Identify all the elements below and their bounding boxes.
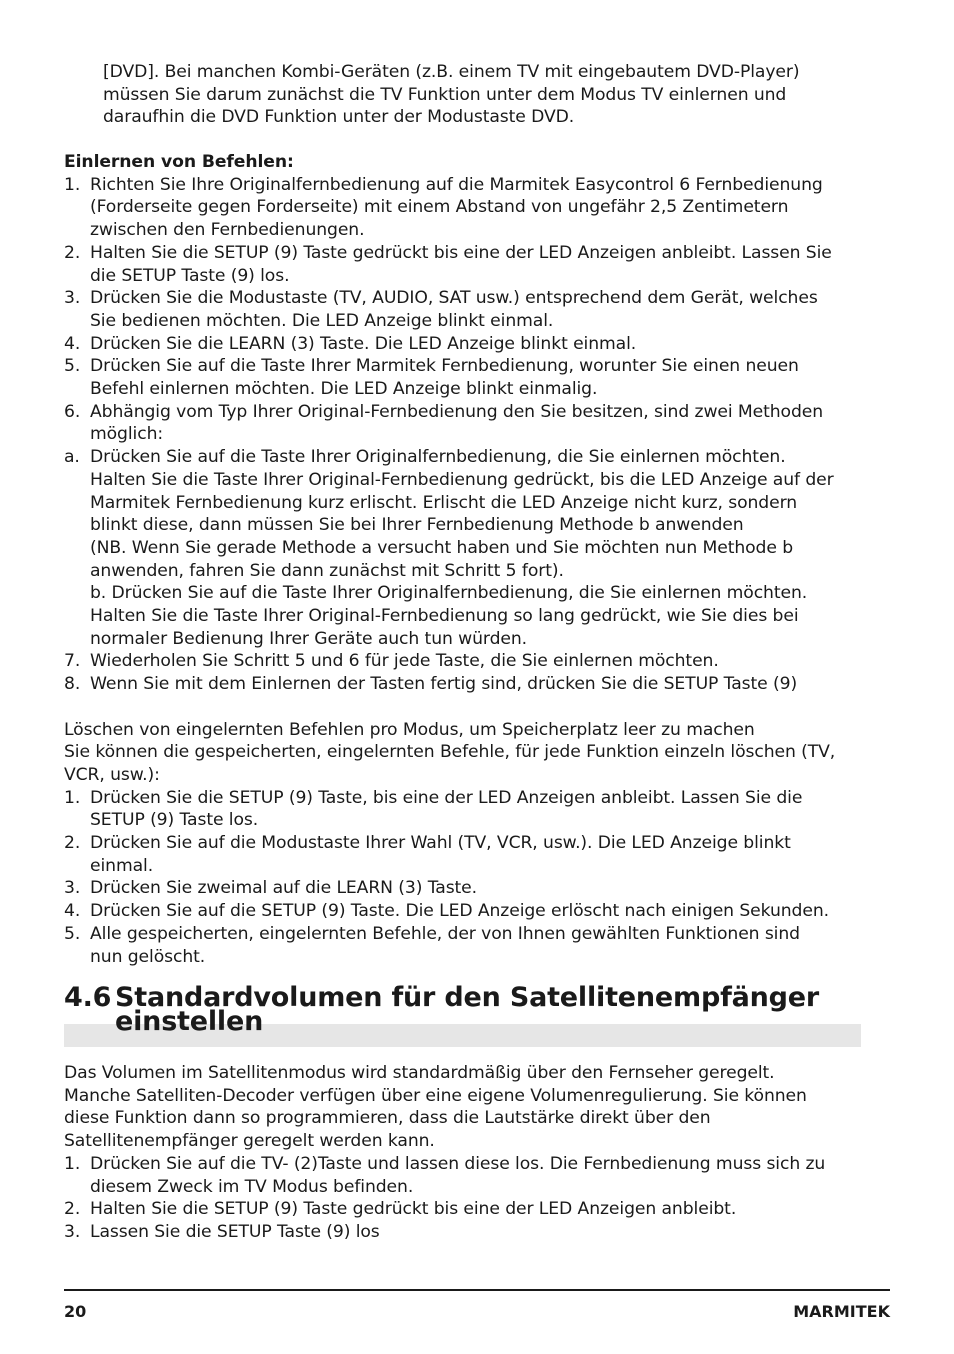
intro-line: müssen Sie darum zunächst die TV Funktion unter dem Modus TV einlernen und	[103, 84, 787, 105]
list-item-number: 1.	[64, 1153, 81, 1174]
section-title-line: Standardvolumen für den Satellitenempfänger	[115, 982, 820, 1013]
list-item-line: blinkt diese, dann müssen Sie bei Ihrer Fernbedienung Methode b anwenden	[90, 515, 744, 536]
list-item	[64, 787, 864, 832]
list-item-line: möglich:	[90, 424, 164, 445]
list-item-line: Halten Sie die Taste Ihrer Original-Fernbedienung gedrückt, bis die LED Anzeige auf der	[90, 469, 834, 490]
list-item-number: 2.	[64, 833, 81, 854]
list-item-line: SETUP (9) Taste los.	[90, 810, 259, 831]
volume-intro	[64, 1062, 864, 1153]
learn-section	[64, 151, 864, 968]
list-item	[64, 174, 864, 242]
list-item-number: 3.	[64, 288, 81, 309]
list-item-line: Drücken Sie die Modustaste (TV, AUDIO, SAT usw.) entsprechend dem Gerät, welches	[90, 288, 818, 309]
list-item	[64, 1153, 864, 1198]
list-item-line: b. Drücken Sie auf die Taste Ihrer Originalfernbedienung, die Sie einlernen möchten.	[90, 583, 808, 604]
list-item-number: 2.	[64, 242, 81, 263]
list-item-line: Drücken Sie zweimal auf die LEARN (3) Taste.	[90, 878, 478, 899]
list-item-line: Drücken Sie auf die Modustaste Ihrer Wahl (TV, VCR, usw.). Die LED Anzeige blinkt	[90, 833, 791, 854]
brand-name: MARMITEK	[793, 1302, 890, 1321]
list-item-line: anwenden, fahren Sie dann zunächst mit Schritt 5 fort).	[90, 560, 564, 581]
list-item-line: Alle gespeicherten, eingelernten Befehle, der von Ihnen gewählten Funktionen sind	[90, 923, 800, 944]
list-item-number: 2.	[64, 1199, 81, 1220]
list-item-line: normaler Bedienung Ihrer Geräte auch tun würden.	[90, 628, 528, 649]
delete-intro	[64, 719, 864, 787]
list-item-line: Drücken Sie die SETUP (9) Taste, bis eine der LED Anzeigen anbleibt. Lassen Sie die	[90, 787, 803, 808]
list-item	[64, 333, 864, 356]
volume-intro-line: diese Funktion dann so programmieren, dass die Lautstärke direkt über den	[64, 1108, 711, 1129]
list-item-line: Richten Sie Ihre Originalfernbedienung auf die Marmitek Easycontrol 6 Fernbedienung	[90, 174, 823, 195]
volume-list	[64, 1153, 864, 1244]
list-item-number: 7.	[64, 651, 81, 672]
list-item	[64, 401, 864, 446]
list-item-line: diesem Zweck im TV Modus befinden.	[90, 1176, 414, 1197]
page-number: 20	[64, 1302, 87, 1321]
list-item-line: Drücken Sie auf die Taste Ihrer Originalfernbedienung, die Sie einlernen möchten.	[90, 447, 786, 468]
list-item	[64, 242, 864, 287]
list-item-line: Drücken Sie die LEARN (3) Taste. Die LED Anzeige blinkt einmal.	[90, 333, 637, 354]
intro-line: [DVD]. Bei manchen Kombi-Geräten (z.B. einem TV mit eingebautem DVD-Player)	[103, 62, 800, 82]
list-item	[64, 1221, 864, 1244]
list-item-line: Marmitek Fernbedienung kurz erlischt. Erlischt die LED Anzeige nicht kurz, sondern	[90, 492, 798, 513]
list-item-line: zwischen den Fernbedienungen.	[90, 220, 365, 241]
list-item-line: Lassen Sie die SETUP Taste (9) los	[90, 1221, 380, 1242]
list-item-line: Drücken Sie auf die Taste Ihrer Marmitek Fernbedienung, worunter Sie einen neuen	[90, 356, 799, 377]
delete-list	[64, 787, 864, 969]
intro-line: daraufhin die DVD Funktion unter der Modustaste DVD.	[103, 107, 575, 128]
list-item	[64, 446, 864, 650]
volume-intro-line: Satellitenempfänger geregelt werden kann.	[64, 1131, 435, 1152]
list-item	[64, 900, 864, 923]
list-item-number: 5.	[64, 923, 81, 944]
section-title-text	[115, 982, 875, 1037]
delete-intro-line: Sie können die gespeicherten, eingelernten Befehle, für jede Funktion einzeln löschen (TV,	[64, 742, 836, 763]
list-item-line: die SETUP Taste (9) los.	[90, 265, 290, 286]
list-item-number: 1.	[64, 787, 81, 808]
list-item-line: einmal.	[90, 855, 154, 876]
list-item-line: Wiederholen Sie Schritt 5 und 6 für jede Taste, die Sie einlernen möchten.	[90, 651, 719, 672]
learn-title: Einlernen von Befehlen:	[64, 152, 294, 172]
list-item-line: Wenn Sie mit dem Einlernen der Tasten fertig sind, drücken Sie die SETUP Taste (9)	[90, 674, 798, 695]
list-item-line: Halten Sie die SETUP (9) Taste gedrückt bis eine der LED Anzeigen anbleibt.	[90, 1199, 737, 1220]
volume-section	[64, 1062, 864, 1244]
section-title-line: einstellen	[115, 1006, 264, 1037]
list-item	[64, 1198, 864, 1221]
delete-intro-line: Löschen von eingelernten Befehlen pro Modus, um Speicherplatz leer zu machen	[64, 719, 755, 740]
list-item-number: 4.	[64, 333, 81, 354]
list-item	[64, 923, 864, 968]
list-item-number: 3.	[64, 1221, 81, 1242]
list-item	[64, 650, 864, 673]
list-item-line: Abhängig vom Typ Ihrer Original-Fernbedienung den Sie besitzen, sind zwei Methoden	[90, 401, 824, 422]
list-item-line: Drücken Sie auf die SETUP (9) Taste. Die LED Anzeige erlöscht nach einigen Sekunden.	[90, 901, 829, 922]
list-item-line: Halten Sie die SETUP (9) Taste gedrückt bis eine der LED Anzeigen anbleibt. Lassen Sie	[90, 242, 832, 263]
footer-rule	[64, 1289, 890, 1291]
list-item-line: Sie bedienen möchten. Die LED Anzeige blinkt einmal.	[90, 310, 554, 331]
learn-list	[64, 174, 864, 696]
section-heading	[64, 982, 861, 1048]
list-item-line: nun gelöscht.	[90, 946, 206, 967]
list-item	[64, 832, 864, 877]
list-item-number: 4.	[64, 901, 81, 922]
list-item-number: a.	[64, 447, 80, 468]
list-item-line: (NB. Wenn Sie gerade Methode a versucht haben und Sie möchten nun Methode b	[90, 537, 794, 558]
list-item	[64, 287, 864, 332]
list-item-number: 6.	[64, 401, 81, 422]
list-item-line: Drücken Sie auf die TV- (2)Taste und lassen diese los. Die Fernbedienung muss sich zu	[90, 1153, 826, 1174]
list-item	[64, 355, 864, 400]
list-item-line: Halten Sie die Taste Ihrer Original-Fernbedienung so lang gedrückt, wie Sie dies bei	[90, 606, 799, 627]
volume-intro-line: Manche Satelliten-Decoder verfügen über eine eigene Volumenregulierung. Sie können	[64, 1085, 807, 1106]
list-item-line: Befehl einlernen möchten. Die LED Anzeige blinkt einmalig.	[90, 379, 598, 400]
list-item-number: 8.	[64, 674, 81, 695]
intro-paragraph	[103, 61, 863, 129]
list-item-number: 3.	[64, 878, 81, 899]
volume-intro-line: Das Volumen im Satellitenmodus wird standardmäßig über den Fernseher geregelt.	[64, 1063, 775, 1083]
list-item-number: 1.	[64, 174, 81, 195]
list-item	[64, 673, 864, 696]
delete-intro-line: VCR, usw.):	[64, 764, 160, 785]
list-item	[64, 877, 864, 900]
list-item-line: (Forderseite gegen Forderseite) mit einem Abstand von ungefähr 2,5 Zentimetern	[90, 197, 789, 218]
section-number: 4.6	[64, 982, 112, 1013]
list-item-number: 5.	[64, 356, 81, 377]
